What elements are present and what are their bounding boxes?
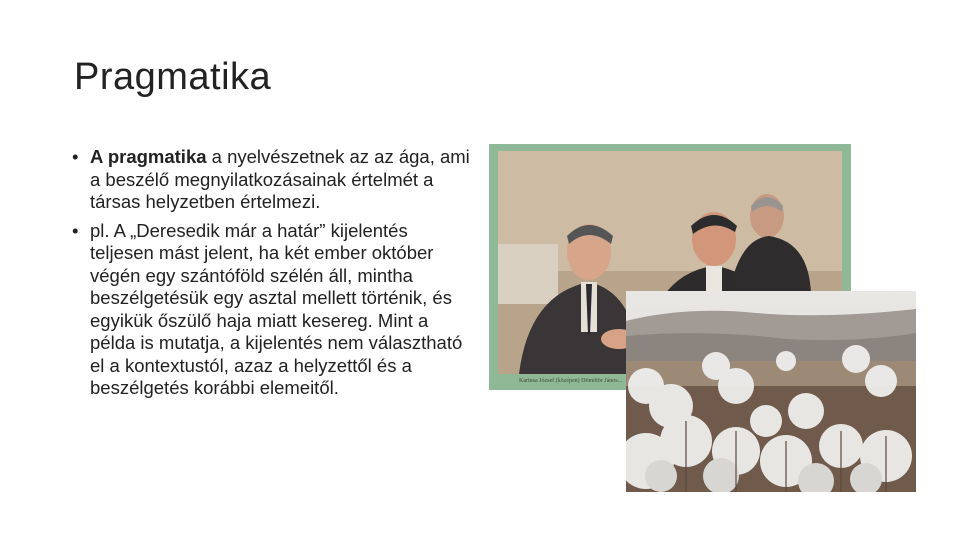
bullet-text: a nyelvészetnek az az ága, ami a beszélő megnyilatkozásainak értelmét a társas helyzetben értelmezi. (90, 146, 470, 212)
bullet-list (72, 146, 472, 406)
landscape-illustration (626, 291, 916, 492)
bullet-item-definition (72, 146, 472, 214)
slide-title: Pragmatika (74, 56, 272, 98)
bullet-bold-term: A pragmatika (90, 146, 207, 167)
bullet-dot: • (72, 146, 79, 167)
photo-caption: Karinsa József (középen) Dömötör János... (519, 378, 623, 384)
bullet-text: pl. A „Deresedik már a határ” kijelentés teljesen mást jelent, ha két ember október végén egy szántóföld szélén áll, mintha beszélgetésük egy asztal mellett történik, és egyikük őszülő haja miatt kesereg. Mint a példa is mutatja, a kijelentés nem választható el a kontextustól, azaz a helyzettől és a beszélgetés korábbi elemeitől. (90, 219, 463, 398)
bullet-item-example (72, 220, 472, 400)
bullet-dot: • (72, 219, 79, 241)
frosty-landscape-photo (626, 291, 916, 492)
